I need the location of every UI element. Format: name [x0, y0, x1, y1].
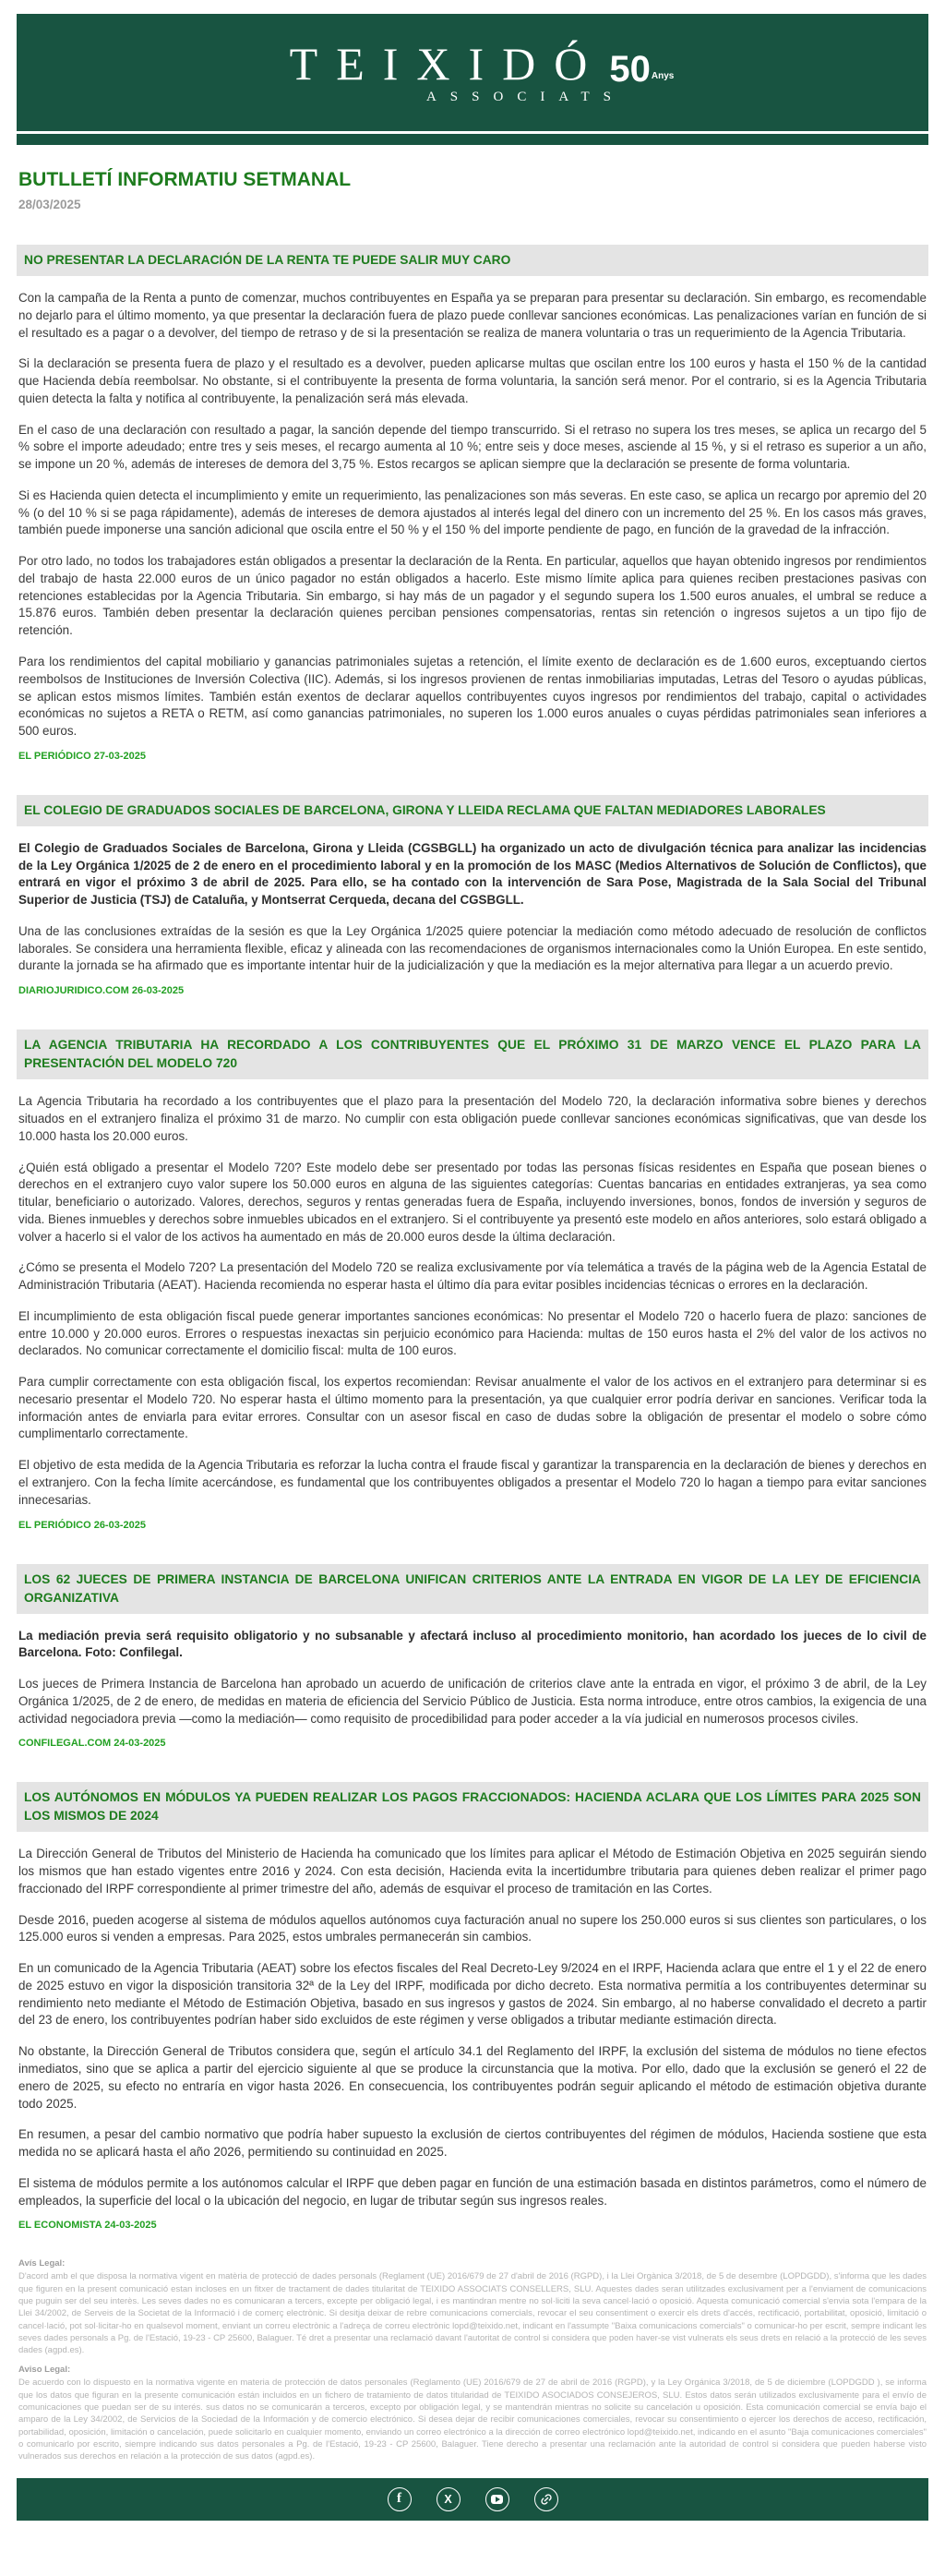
brand-logo: [271, 37, 675, 105]
facebook-button[interactable]: [388, 2487, 412, 2511]
social-footer: [17, 2478, 928, 2521]
article-paragraph: Con la campaña de la Renta a punto de comenzar, muchos contribuyentes en España ya se preparan para presentar su declaración. Sin embargo, es recomendable no dejarlo para el último momento, ya que presentar la declaración fuera de plazo puede conllevar sanciones económicas. Las penalizaciones varían en función de si el resultado es a pagar o a devolver, del tiempo de retraso y de si la presentación se realiza de manera voluntaria o tras un requerimiento de la Agencia Tributaria.: [18, 291, 927, 340]
legal-text: D'acord amb el que disposa la normativa vigent en matèria de protecció de dades personals (Reglament (UE) 2016/679 de 27 d'abril de 2016 (RGPD), i la Llei Orgànica 3/2018, de 5 de desembre (LOPDGDD), s'informa que les dades que figuren en la present comunicació estan incloses en un fitxer de tractament de dades titularitat de TEIXIDO ASSOCIATS CONSELLERS, SLU. Aquestes dades seran utilitzades exclusivament per a l'enviament de comunicacions que puguin ser del seu interès. Les seves dades no es comunicaran a tercers, excepte per obligació legal, i es mantindran mentre no sol·liciti la seva cancel·lació o oposició. Aquesta comunicació comercial s'envia sota l'empara de la Llei 34/2002, de Serveis de la Societat de la Informació i de comerç electrònic. Si desitja deixar de rebre comunicacions comercials, revocar el seu consentiment o exercir els drets d'accés, rectificació, portabilitat, oposició, limitació o cancel·lació, pot sol·licitar-ho en qualsevol moment, enviant un correu electrònic a l'adreça de correu electrònic lopd@teixido.net, indicant en l'assumpte "Baixa comunicacions comercials" o comunicar-ho per escrit, sempre indicant les seves dades personals a Pg. de l'Estació, 19-23 - CP 25600, Balaguer. Té dret a presentar una reclamació davant l'autoritat de control si considera que poden haver-se vist vulnerats els seus drets en relació a la protecció de les seves dades (agpd.es).: [18, 2271, 927, 2356]
source-line: CONFILEGAL.COM 24-03-2025: [18, 1738, 166, 1750]
article-paragraph: No obstante, la Dirección General de Tributos considera que, según el artículo 34.1 del Reglamento del IRPF, la exclusión del sistema de módulos no tiene efectos inmediatos, sino que se aplica a partir del ejercicio siguiente al que se produce la circunstancia que la motiva. Por ello, dado que la exclusión se generó el 22 de enero de 2025, su efecto no entraría en vigor hasta 2026. En consecuencia, los contribuyentes podrán seguir aplicando el método de estimación objetiva durante todo 2025.: [18, 2044, 927, 2111]
section-heading: LOS 62 JUECES DE PRIMERA INSTANCIA DE BARCELONA UNIFICAN CRITERIOS ANTE LA ENTRADA EN VIGOR DE LA LEY DE EFICIENCIA ORGANIZATIVA: [17, 1564, 928, 1614]
article-paragraph: ¿Cómo se presenta el Modelo 720? La presentación del Modelo 720 se realiza exclusivamente por vía telemática a través de la página web de la Agencia Estatal de Administración Tributaria (AEAT). Hacienda recomienda no esperar hasta el último día para evitar posibles incidencias técnicas o errores en la declaración.: [18, 1260, 927, 1293]
source-line: EL PERIÓDICO 27-03-2025: [18, 750, 146, 762]
article-paragraph: El incumplimiento de esta obligación fiscal puede generar importantes sanciones económicas: No presentar el Modelo 720 o hacerlo fuera de plazo: sanciones de entre 10.000 y 20.000 euros. Errores o respuestas inexactas sin perjuicio económico para Hacienda: multas de 150 euros hasta el 2% del valor de los activos no declarados. No comunicar correctamente el domicilio fiscal: multa de 100 euros.: [18, 1308, 927, 1358]
article-paragraph: El objetivo de esta medida de la Agencia Tributaria es reforzar la lucha contra el fraude fiscal y garantizar la transparencia en la declaración de bienes y derechos en el extranjero. Con la fecha límite acercándose, es fundamental que los contribuyentes obligados a presentar el Modelo 720 lo hagan a tiempo para evitar sanciones innecesarias.: [18, 1458, 927, 1507]
brand-subtitle: ASSOCIATS: [425, 89, 625, 104]
banner-strip: [17, 134, 928, 145]
article-paragraph: ¿Quién está obligado a presentar el Modelo 720? Este modelo debe ser presentado por todas las personas físicas residentes en España que posean bienes o derechos en el extranjero cuyo valor supere los 50.000 euros en alguna de las siguientes categorías: Cuentas bancarias en entidades extranjeras, ya sea como titular, beneficiario o autorizado. Valores, derechos, seguros y rentas generadas fuera de España, incluyendo inversiones, bonos, fondos de inversión y seguros de vida. Bienes inmuebles y derechos sobre inmuebles ubicados en el extranjero. Si el contribuyente ya presentó este modelo en años anteriores, solo estará obligado a volver a hacerlo si el valor de los activos ha aumentado en más de 20.000 euros desde la última declaración.: [18, 1160, 927, 1244]
source-line: DIARIOJURIDICO.COM 26-03-2025: [18, 985, 185, 997]
article-section: [17, 1782, 928, 2231]
anniversary-badge: [609, 48, 675, 90]
legal-block-catalan: [18, 2258, 927, 2356]
newsletter: [17, 14, 928, 2521]
brand-name: TEIXIDÓ: [289, 37, 606, 90]
facebook-icon: f: [397, 2491, 401, 2507]
article-paragraph: En un comunicado de la Agencia Tributaria (AEAT) sobre los efectos fiscales del Real Decreto-Ley 9/2024 en el IRPF, Hacienda aclara que entre el 1 y el 22 de enero de 2025 estuvo en vigor la disposición transitoria 32ª de la Ley del IRPF, modificada por dicho decreto. Esta normativa permitía a los contribuyentes determinar su rendimiento neto mediante el Método de Estimación Objetiva, basado en sus ingresos y gastos de 2024. Sin embargo, al no haberse convalidado el decreto a partir del 23 de enero, los contribuyentes podrían haber sido excluidos de este régimen y verse obligados a tributar mediante estimación directa.: [18, 1961, 927, 2028]
article-lead-paragraph: La mediación previa será requisito obligatorio y no subsanable y afectará incluso al procedimiento monitorio, han acordado los jueces de lo civil de Barcelona. Foto: Confilegal.: [18, 1628, 927, 1660]
article-paragraph: La Dirección General de Tributos del Ministerio de Hacienda ha comunicado que los límites para aplicar el Método de Estimación Objetiva en 2025 seguirán siendo los mismos que han estado vigentes entre 2016 y 2024. Con esta decisión, Hacienda evita la incertidumbre tributaria para quienes deben realizar el primer pago fraccionado del IRPF correspondiente al primer trimestre del año, además de esquivar el proceso de tramitación en las Cortes.: [18, 1847, 927, 1896]
legal-title: Avís Legal:: [18, 2258, 66, 2269]
link-button[interactable]: [534, 2487, 558, 2511]
article-paragraph: Para los rendimientos del capital mobiliario y ganancias patrimoniales sujetas a retención, el límite exento de declaración es de 1.600 euros, exceptuando ciertos reembolsos de Instituciones de Inversión Colectiva (IIC). Además, si los ingresos provienen de rentas inmobiliarias imputadas, Letras del Tesoro o ayudas públicas, se aplican estos mismos límites. También están exentos de declarar aquellos contribuyentes cuyos ingresos por rendimientos del trabajo, capital o actividades económicas no sujetos a RETA o RETM, así como ganancias patrimoniales, no superen los 1.000 euros anuales o cuyas pérdidas patrimoniales sean inferiores a 500 euros.: [18, 655, 927, 739]
newsletter-title: BUTLLETÍ INFORMATIU SETMANAL: [18, 169, 352, 190]
section-heading: LOS AUTÓNOMOS EN MÓDULOS YA PUEDEN REALIZAR LOS PAGOS FRACCIONADOS: HACIENDA ACLARA QUE LOS LÍMITES PARA 2025 SON LOS MISMOS DE 2024: [17, 1782, 928, 1832]
x-button[interactable]: [437, 2487, 461, 2511]
anniversary-number: 50: [609, 48, 651, 90]
article-section: [17, 245, 928, 762]
legal-block-spanish: [18, 2365, 927, 2462]
legal-notice: [17, 2258, 928, 2462]
article-paragraph: Los jueces de Primera Instancia de Barcelona han aprobado un acuerdo de unificación de criterios clave ante la entrada en vigor, el próximo 3 de abril, de la Ley Orgánica 1/2025, de 2 de enero, de medidas en materia de eficiencia del Servicio Público de Justicia. Esta norma introduce, entre otros cambios, la exigencia de una actividad negociadora previa —como la mediación— como requisito de procedibilidad para poder acceder a la vía judicial en numerosos procesos civiles.: [18, 1677, 927, 1726]
article-section: [17, 1564, 928, 1750]
source-line: EL PERIÓDICO 26-03-2025: [18, 1519, 146, 1531]
legal-title: Aviso Legal:: [18, 2365, 71, 2376]
article-paragraph: En el caso de una declaración con resultado a pagar, la sanción depende del tiempo transcurrido. Si el retraso no supera los tres meses, se aplica un recargo del 5 % sobre el importe adeudado; entre tres y seis meses, el recargo aumenta al 10 %; entre seis y doce meses, asciende al 15 %, y si el retraso es superior a un año, se impone un 20 %, además de intereses de demora del 3,75 %. Estos recargos se aplican siempre que la declaración se presente de forma voluntaria.: [18, 422, 927, 472]
newsletter-date: 28/03/2025: [18, 198, 81, 211]
article-paragraph: Por otro lado, no todos los trabajadores están obligados a presentar la declaración de la Renta. En particular, aquellos que hayan obtenido ingresos por rendimientos del trabajo de hasta 22.000 euros de un único pagador no están obligados a hacerlo. Este mismo límite aplica para quienes reciben prestaciones pasivas con retenciones establecidas por la Agencia Tributaria. Sin embargo, si hay más de un pagador y el segundo supera los 1.500 euros anuales, el umbral se reduce a 15.876 euros. También deben presentar la declaración quienes perciban pensiones compensatorias, rentas sin retención o ingresos sujetos a un tipo fijo de retención.: [18, 554, 927, 638]
article-paragraph: Una de las conclusiones extraídas de la sesión es que la Ley Orgánica 1/2025 quiere potenciar la mediación como método adecuado de resolución de conflictos laborales. Se considera una herramienta flexible, eficaz y alineada con las recomendaciones de organismos internacionales como la Unión Europea. En este sentido, durante la jornada se ha afirmado que es importante intentar huir de la judicialización y que la mediación es la mejor alternativa para llegar a un acuerdo previo.: [18, 923, 927, 973]
youtube-button[interactable]: [485, 2487, 509, 2511]
article-section: [17, 795, 928, 996]
anniversary-label: Anys: [651, 70, 675, 81]
article-paragraph: El sistema de módulos permite a los autónomos calcular el IRPF que deben pagar en función de una estimación basada en distintos parámetros, como el número de empleados, la superficie del local o la ubicación del negocio, en lugar de tributar según sus ingresos reales.: [18, 2175, 927, 2208]
article-paragraph: Si es Hacienda quien detecta el incumplimiento y emite un requerimiento, las penalizaciones son más severas. En este caso, se aplica un recargo por apremio del 20 % (o del 10 % si se paga rápidamente), además de intereses de demora ajustados al interés legal del dinero con un incremento del 25 %. En los casos más graves, también puede imponerse una sanción adicional que oscila entre el 50 % y el 150 % del importe pendiente de pago, en función de la gravedad de la infracción.: [18, 488, 927, 537]
link-icon: [537, 2490, 556, 2509]
article-paragraph: La Agencia Tributaria ha recordado a los contribuyentes que el plazo para la presentación del Modelo 720, la declaración informativa sobre bienes y derechos situados en el extranjero finaliza el próximo 31 de marzo. No cumplir con esta obligación puede conllevar sanciones económicas significativas, que van desde los 10.000 hasta los 20.000 euros.: [18, 1094, 927, 1143]
source-line: EL ECONOMISTA 24-03-2025: [18, 2220, 157, 2232]
section-heading: EL COLEGIO DE GRADUADOS SOCIALES DE BARCELONA, GIRONA Y LLEIDA RECLAMA QUE FALTAN MEDIADORES LABORALES: [17, 795, 928, 826]
article-paragraph: Para cumplir correctamente con esta obligación fiscal, los expertos recomiendan: Revisar anualmente el valor de los activos en el extranjero para determinar si es necesario presentar el Modelo 720. No esperar hasta el último momento para la presentación, ya que cualquier error podría derivar en sanciones. Verificar toda la información antes de enviarla para evitar errores. Consultar con un asesor fiscal en caso de dudas sobre la obligación de presentar el modelo o sobre cómo cumplimentarlo correctamente.: [18, 1375, 927, 1441]
section-heading: NO PRESENTAR LA DECLARACIÓN DE LA RENTA TE PUEDE SALIR MUY CARO: [17, 245, 928, 276]
article-section: [17, 1029, 928, 1530]
youtube-icon: [491, 2495, 503, 2504]
article-lead-paragraph: El Colegio de Graduados Sociales de Barcelona, Girona y Lleida (CGSBGLL) ha organizado un acto de divulgación técnica para analizar las incidencias de la Ley Orgánica 1/2025 de 2 de enero en el procedimiento laboral y en la promoción de los MASC (Medios Alternativos de Solución de Conflictos), que entrará en vigor el próximo 3 de abril de 2025. Para ello, se ha contado con la intervención de Sara Pose, Magistrada de la Sala Social del Tribunal Superior de Justicia (TSJ) de Cataluña, y Montserrat Cerqueda, decana del CGSBGLL.: [18, 840, 927, 908]
article-paragraph: Desde 2016, pueden acogerse al sistema de módulos aquellos autónomos cuya facturación anual no supere los 250.000 euros si sus clientes son particulares, o los 125.000 euros si venden a empresas. Para 2025, estos umbrales permanecerán sin cambios.: [18, 1912, 927, 1944]
x-icon: X: [444, 2492, 452, 2506]
legal-text: De acuerdo con lo dispuesto en la normativa vigente en materia de protección de datos personales (Reglamento (UE) 2016/679 de 27 de abril de 2016 (RGPD), y la Ley Orgánica 3/2018, de 5 de diciembre (LOPDGDD ), se informa que los datos que figuran en la presente comunicación están incluidos en un fichero de tratamiento de datos titularidad de TEIXIDO ASOCIADOS CONSEJEROS, SLU. Estos datos serán utilizados exclusivamente para el envío de comunicaciones que puedan ser de su interés. sus datos no se comunicarán a terceros, excepto por obligación legal, y se mantendrán mientras no solicite su cancelación u oposición. Esta comunicación comercial se envía bajo el amparo de la Ley 34/2002, de Servicios de la Sociedad de la Información y de comercio electrónico. Si desea dejar de recibir comunicaciones comerciales, revocar su consentimiento o ejercer los derechos de acceso, rectificación, portabilidad, oposición, limitación o cancelación, puede solicitarlo en cualquier momento, enviando un correo electrónico a la dirección de correo electrónico lopd@teixido.net, indicando en el asunto "Baja comunicaciones comerciales" o comunicarlo por escrito, siempre indicando sus datos personales a Pg. de l'Estació, 19-23 - CP 25600, Balaguer. Tiene derecho a presentar una reclamación ante la autoridad de control si considera que pueden haberse visto vulnerados sus derechos en relación a la protección de sus datos (agpd.es).: [18, 2377, 927, 2462]
article-paragraph: Si la declaración se presenta fuera de plazo y el resultado es a devolver, pueden aplicarse multas que oscilan entre los 100 euros y hasta el 150 % de la cantidad que Hacienda debía reembolsar. No obstante, si el contribuyente la presenta de forma voluntaria, la sanción será menor. Por el contrario, si es la Agencia Tributaria quien detecta la falta y notifica al contribuyente, la penalización será más elevada.: [18, 356, 927, 405]
brand-banner: [17, 14, 928, 131]
section-heading: LA AGENCIA TRIBUTARIA HA RECORDADO A LOS CONTRIBUYENTES QUE EL PRÓXIMO 31 DE MARZO VENCE EL PLAZO PARA LA PRESENTACIÓN DEL MODELO 720: [17, 1029, 928, 1079]
article-paragraph: En resumen, a pesar del cambio normativo que podría haber supuesto la exclusión de ciertos contribuyentes del régimen de módulos, Hacienda sostiene que esta medida no se aplicará hasta el año 2026, permitiendo su continuidad en 2025.: [18, 2127, 927, 2160]
